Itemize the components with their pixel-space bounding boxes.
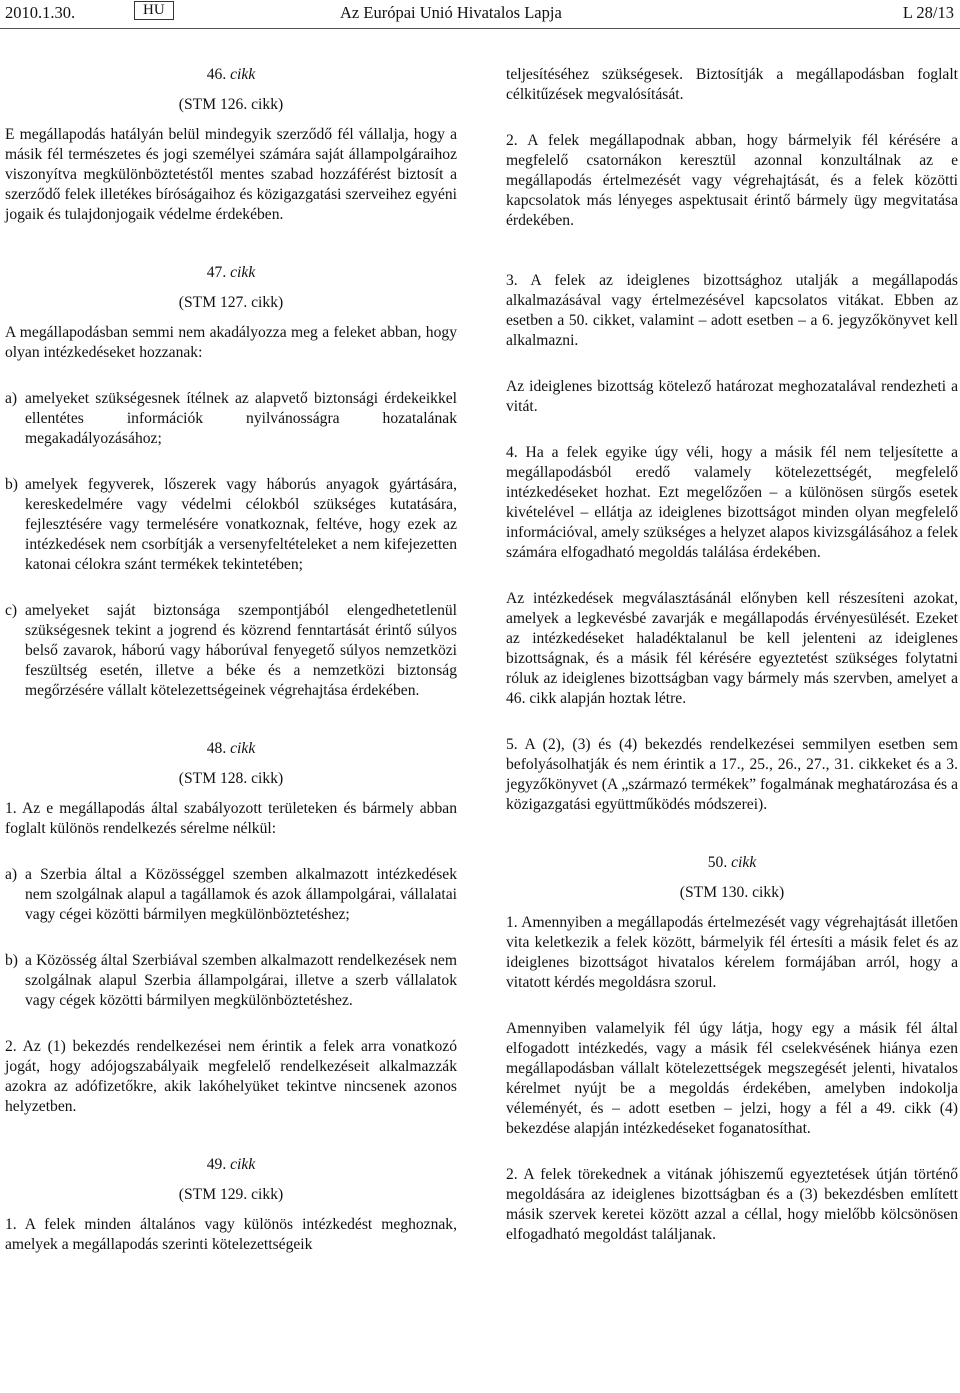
publication-date: 2010.1.30. [5, 3, 76, 22]
paragraph: Az ideiglenes bizottság kötelező határozat meghozatalával rendezheti a vitát. [506, 378, 958, 415]
article-word: cikk [230, 66, 256, 83]
paragraph: teljesítéséhez szükségesek. Biztosítják a megállapodásban foglalt célkitűzések megvalósítását. [506, 66, 958, 103]
right-column [506, 65, 958, 1245]
stm-reference: (STM 126. cikk) [178, 96, 284, 113]
list-text: a Közösség által Szerbiával szemben alkalmazott rendelkezések nem szolgálnak alapul Szerbia állampolgárai, illetve a szerb vállalatok vagy cégek közötti bármilyen megkülönböztetéshez. [25, 952, 457, 1009]
list-text: a Szerbia által a Közösséggel szemben alkalmazott intézkedések nem szolgálnak alapul a tagállamok és azok állampolgárai, vállalatai vagy cégei közötti bármilyen megkülönböztetéshez; [25, 866, 457, 923]
article-heading [5, 1155, 457, 1175]
list-label: b) [5, 952, 18, 969]
article-number: 50. [707, 854, 728, 871]
paragraph: 2. A felek törekednek a vitának jóhiszemű egyeztetések útján történő megoldására az ideiglenes bizottságban és a (3) bekezdésben említett másik szervek keretei között azzal a céllal, hogy mielőbb kölcsönösen elfogadható megoldást találjanak. [506, 1166, 958, 1243]
paragraph: 3. A felek az ideiglenes bizottsághoz utalják a megállapodás alkalmazásával vagy értelmezésével kapcsolatos vitákat. Ebben az esetben a 50. cikket, valamint – adott esetben – a 6. jegyzőkönyvet kell alkalmazni. [506, 272, 958, 349]
list-label: a) [5, 866, 18, 883]
paragraph: Az intézkedések megválasztásánál előnyben kell részesíteni azokat, amelyek a legkevésbé zavarják e megállapodás érvényesülését. Ezeket az intézkedéseket haladéktalanul be kell jelenteni az ideiglenes bizottságnak, és a másik fél kérésére egyeztetést szükséges folytatni róluk az ideiglenes bizottságban vagy bármely más szervben, amelyet a 46. cikk alapján hoztak létre. [506, 590, 958, 707]
list-item [5, 601, 457, 701]
list-item [5, 951, 457, 1011]
paragraph: 1. A felek minden általános vagy különös intézkedést meghoznak, amelyek a megállapodás szerinti kötelezettségeik [5, 1216, 457, 1253]
journal-title: Az Európai Unió Hivatalos Lapja [340, 3, 562, 22]
header-rule [0, 28, 960, 29]
article-word: cikk [230, 740, 256, 757]
article-word: cikk [230, 1156, 256, 1173]
list-item [5, 865, 457, 925]
paragraph: A megállapodásban semmi nem akadályozza meg a feleket abban, hogy olyan intézkedéseket hozzanak: [5, 324, 457, 361]
stm-reference: (STM 127. cikk) [178, 294, 284, 311]
paragraph: 1. Amennyiben a megállapodás értelmezését vagy végrehajtását illetően vita keletkezik a felek között, bármelyik fél értesíti a másik felet és az ideiglenes bizottságot hivatalos kérelem formájában arról, hogy a vitatott kérdés megoldásra szorul. [506, 914, 958, 991]
list-label: c) [5, 602, 18, 619]
page-reference: L 28/13 [902, 3, 954, 22]
stm-reference: (STM 128. cikk) [178, 770, 284, 787]
article-heading [506, 853, 958, 873]
article-word: cikk [230, 264, 256, 281]
list-label: a) [5, 390, 18, 407]
article-number: 46. [206, 66, 227, 83]
paragraph: 2. Az (1) bekezdés rendelkezései nem érintik a felek arra vonatkozó jogát, hogy adójogszabályaik megfelelő rendelkezéseit alkalmazzák azokra az adófizetőkre, akik lakóhelyüket tekintve nincsenek azonos helyzetben. [5, 1038, 457, 1115]
language-badge: HU [134, 1, 174, 20]
article-heading [5, 739, 457, 759]
list-text: amelyek fegyverek, lőszerek vagy háborús anyagok gyártására, kereskedelmére vagy védelmi célokból szükséges kutatására, fejlesztésére vagy termelésére vonatkoznak, feltéve, hogy ezek az intézkedések nem csorbítják a versenyfeltételeket a nem kifejezetten katonai célokra szánt termékek tekintetében; [25, 476, 457, 573]
stm-reference: (STM 129. cikk) [178, 1186, 284, 1203]
paragraph: 2. A felek megállapodnak abban, hogy bármelyik fél kérésére a megfelelő csatornákon keresztül azonnal konzultálnak az e megállapodás értelmezését vagy végrehajtását, és a felek közötti kapcsolatok más lényeges aspektusait érintő bármely ügy megvitatása érdekében. [506, 132, 958, 229]
page-header [0, 0, 960, 30]
article-number: 48. [206, 740, 227, 757]
article-number: 47. [206, 264, 227, 281]
article-heading [5, 263, 457, 283]
list-text: amelyeket szükségesnek ítélnek az alapvető biztonsági érdekeikkel ellentétes információk nyilvánosságra hozatalának megakadályozásához; [25, 390, 457, 447]
paragraph: 4. Ha a felek egyike úgy véli, hogy a másik fél nem teljesítette a megállapodásból eredő valamely kötelezettségét, megfelelő intézkedéseket hozhat. Ezt megelőzően – a különösen sürgős esetek kivételével – ellátja az ideiglenes bizottságot minden olyan megfelelő információval, amely szükséges a helyzet alapos kivizsgálásához a felek számára elfogadható megoldás találása érdekében. [506, 444, 958, 561]
list-text: amelyeket saját biztonsága szempontjából elengedhetetlenül szükségesnek tekint a jogrend és közrend fenntartását érintő súlyos belső zavarok, háború vagy háborúval fenyegető súlyos nemzetközi feszültség esetén, illetve a béke és a nemzetközi biztonság megőrzésére vállalt kötelezettségeinek végrehajtása érdekében. [25, 602, 457, 699]
paragraph: 1. Az e megállapodás által szabályozott területeken és bármely abban foglalt különös rendelkezés sérelme nélkül: [5, 800, 457, 837]
paragraph: 5. A (2), (3) és (4) bekezdés rendelkezései semmilyen esetben sem befolyásolhatják és nem érintik a 17., 25., 26., 27., 31. cikkeket és a 3. jegyzőkönyvet (A „származó termékek” fogalmának meghatározása és a közigazgatási együttműködés módszerei). [506, 736, 958, 813]
left-column [5, 65, 457, 1255]
article-heading [5, 65, 457, 85]
paragraph: Amennyiben valamelyik fél úgy látja, hogy egy a másik fél által elfogadott intézkedés, vagy a másik fél cselekvésének hiánya ezen megállapodásban vállalt kötelezettségek megszegését jelenti, hivatalos kérelmet nyújt be a megoldás érdekében, amelyben indokolja véleményét, és – adott esetben – jelzi, hogy a fél a 49. cikk (4) bekezdése alapján intézkedéseket foganatosíthat. [506, 1020, 958, 1137]
list-label: b) [5, 476, 18, 493]
list-item [5, 389, 457, 449]
paragraph: E megállapodás hatályán belül mindegyik szerződő fél vállalja, hogy a másik fél természetes és jogi személyei számára saját állampolgáraihoz viszonyítva megkülönböztetéstől mentes szabad hozzáférést biztosít a szerződő felek illetékes bíróságaihoz és közigazgatási szerveihez egyéni jogaik és tulajdonjogaik védelme érdekében. [5, 126, 457, 223]
list-item [5, 475, 457, 575]
article-number: 49. [206, 1156, 227, 1173]
stm-reference: (STM 130. cikk) [679, 884, 785, 901]
article-word: cikk [731, 854, 757, 871]
